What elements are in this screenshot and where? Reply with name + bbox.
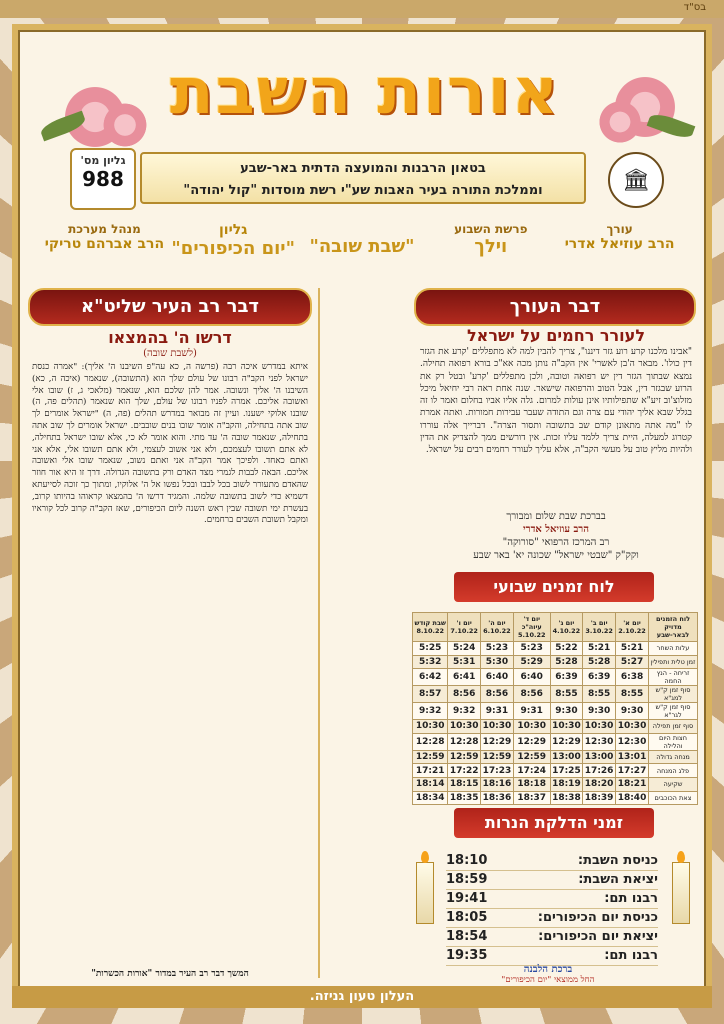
time-cell: 6:40 — [513, 669, 550, 686]
credit-value: "יום הכיפורים" — [171, 238, 295, 259]
time-cell: 9:30 — [616, 703, 649, 720]
flower-decoration — [596, 98, 644, 146]
time-cell: 12:59 — [413, 750, 448, 764]
candle-time-value: 18:54 — [446, 929, 488, 944]
masthead-title: אורות השבת — [169, 55, 561, 129]
row-label: פלג המנחה — [649, 764, 698, 778]
candle-time-value: 18:10 — [446, 853, 488, 868]
banner-line-2: וממלכת התורה בעיר האבות שע"י רשת מוסדות "קול יהודה" — [183, 183, 543, 198]
time-cell: 6:41 — [448, 669, 481, 686]
time-cell: 18:14 — [413, 777, 448, 791]
time-cell: 5:23 — [480, 642, 513, 656]
time-cell: 13:00 — [583, 750, 616, 764]
time-cell: 12:29 — [513, 733, 550, 750]
candle-icon — [416, 862, 434, 924]
building-emblem-icon: 🏛 — [608, 152, 664, 208]
time-cell: 10:30 — [616, 720, 649, 734]
time-cell: 17:26 — [583, 764, 616, 778]
signoff-name: הרב עוזיאל אדרי — [523, 524, 589, 535]
time-cell: 17:25 — [552, 765, 581, 776]
time-cell: 10:30 — [449, 721, 479, 732]
weekly-times-table — [412, 612, 698, 805]
column-header: יום ב' 3.10.22 — [583, 613, 616, 642]
candle-time-row — [446, 871, 658, 890]
time-cell: 9:32 — [413, 703, 448, 720]
time-cell: 5:32 — [413, 655, 448, 669]
issue-box — [70, 148, 136, 210]
editor-signature — [420, 510, 692, 562]
time-cell: 17:27 — [616, 764, 649, 778]
time-cell: 10:30 — [552, 721, 581, 732]
candle-time-label: יציאת השבת: — [578, 872, 658, 887]
time-cell: 12:59 — [480, 750, 513, 764]
time-cell: 8:56 — [480, 686, 513, 703]
time-cell: 10:30 — [413, 720, 448, 734]
time-cell: 12:28 — [448, 733, 481, 750]
time-cell: 5:28 — [583, 655, 616, 669]
time-cell: 9:31 — [480, 703, 513, 720]
credit-value: "שבת שובה" — [309, 236, 415, 257]
time-cell: 12:29 — [550, 733, 583, 750]
time-cell: 12:28 — [413, 733, 448, 750]
column-header: יום א' 2.10.22 — [616, 613, 649, 642]
time-cell: 5:30 — [480, 655, 513, 669]
time-cell: 5:21 — [583, 642, 616, 656]
time-cell: 5:29 — [513, 655, 550, 669]
table-row — [413, 669, 698, 686]
candle-icon — [672, 862, 690, 924]
time-cell: 18:21 — [616, 777, 649, 791]
time-cell: 8:56 — [513, 686, 550, 703]
time-cell: 17:22 — [449, 765, 479, 776]
row-label: סוף זמן ק"ש לגר"א — [649, 703, 698, 720]
rabbi-article-title: דרשו ה' בהמצאו — [108, 328, 232, 347]
credit-key: גליון — [218, 222, 248, 238]
row-label: מנחה גדולה — [649, 750, 698, 764]
table-row — [413, 655, 698, 669]
table-row — [413, 777, 698, 791]
table-row — [413, 764, 698, 778]
signoff-greeting: בברכת שבת שלום ומבורך — [506, 511, 606, 522]
candle-time-value: 18:05 — [446, 910, 488, 925]
time-cell: 12:29 — [480, 733, 513, 750]
time-cell: 13:01 — [616, 750, 649, 764]
column-divider — [318, 288, 320, 978]
credit-key: פרשת השבוע — [454, 222, 528, 236]
candle-time-label: רבנו תם: — [604, 948, 658, 963]
time-cell: 8:57 — [413, 686, 448, 703]
issue-number: 988 — [82, 167, 124, 191]
credit-key — [298, 222, 427, 236]
credit-editor — [555, 222, 684, 278]
time-cell: 6:39 — [550, 669, 583, 686]
time-cell: 6:38 — [616, 669, 649, 686]
time-cell: 5:24 — [448, 642, 481, 656]
time-cell: 18:35 — [449, 792, 479, 803]
editor-article-title: לעורר רחמים על ישראל — [467, 326, 645, 345]
time-cell: 18:16 — [480, 777, 513, 791]
column-header: יום ד' עיוה"כ 5.10.22 — [513, 613, 550, 642]
time-cell: 9:30 — [550, 703, 583, 720]
row-label: חצות היום והלילה — [649, 733, 698, 750]
credit-key: מנהל מערכת — [68, 222, 141, 236]
candle-time-label: רבנו תם: — [604, 891, 658, 906]
candle-time-row — [446, 890, 658, 909]
moon-heading: ברכת הלבנה — [523, 964, 573, 975]
time-cell: 18:40 — [616, 791, 649, 805]
table-row — [413, 720, 698, 734]
row-label: זריחה - הנץ החמה — [649, 669, 698, 686]
table-row — [413, 750, 698, 764]
table-row — [413, 703, 698, 720]
candle-time-row — [446, 909, 658, 928]
time-cell: 12:30 — [583, 733, 616, 750]
time-cell: 17:21 — [413, 764, 448, 778]
time-cell: 10:30 — [583, 720, 616, 734]
column-header: יום ג' 4.10.22 — [550, 613, 583, 642]
time-cell: 5:28 — [550, 655, 583, 669]
column-header: יום ה' 6.10.22 — [480, 613, 513, 642]
row-label: עלות השחר — [649, 642, 698, 656]
candle-time-label: כניסת יום הכיפורים: — [537, 910, 658, 925]
column-header: לוח הזמנים מדויק לבאר-שבע — [649, 613, 698, 642]
credit-parasha — [426, 222, 555, 278]
candle-times-list — [446, 852, 658, 966]
time-cell: 9:31 — [513, 703, 550, 720]
time-cell: 18:15 — [449, 779, 479, 790]
bsd-mark: בס"ד — [683, 2, 706, 13]
time-cell: 6:39 — [583, 669, 616, 686]
table-row — [413, 686, 698, 703]
time-cell: 12:59 — [513, 750, 550, 764]
time-cell: 9:30 — [583, 703, 616, 720]
time-cell: 18:20 — [583, 777, 616, 791]
time-cell: 18:37 — [513, 791, 550, 805]
table-row — [413, 791, 698, 805]
time-cell: 18:19 — [552, 779, 581, 790]
row-label: סוף זמן תפילה — [649, 720, 698, 734]
table-header-row — [413, 613, 698, 642]
time-cell: 8:56 — [448, 686, 481, 703]
table-row — [413, 642, 698, 656]
schedule-heading: לוח זמנים שבועי — [454, 572, 654, 602]
candle-time-value: 19:41 — [446, 891, 488, 906]
time-cell: 5:22 — [550, 642, 583, 656]
candle-time-label: כניסת השבת: — [577, 853, 658, 868]
editor-article-body: "אבינו מלכנו קרע רוע גזר דיננו", צריך להבין למה לא מתפללים 'קרע את הגזר דין כולו'. מבאר ה'בן לאשרי' אין הקב"ה נותן מכה אא"כ בורא רפואה תחילה. נמצא שבתוך הגזר דין יש רפואה וטובה, ולכן מתפללים 'קרע' ובטל רק את הרוע שבגזר דין, אבל הטוב והרפואה שישאר. שנה אחת ראה רבי יחיאל מיכל מזלוצ'וב זיע"א שתפילותיו אינן עולות למרום. גלה אליו אביו בחלום ואמר לו זה בגלל שבא אליך יהודי עם צרה וגם התודה שעבר עבירות חמורות. ואתה אמרת לו "מה אתה מתאונן קודם שב בתשובה ותסור הצרה". דברייך אלה עוררו קטרוג למעלה, היית צריך ללמד עליו זכות. אין דורשים ממך להצדיק את הדין ולהיות מליץ טוב על מעשי הקב"ה, אלא עליך לעורר רחמים רבים על ישראל. — [420, 347, 692, 456]
credit-value: הרב אברהם טריקי — [44, 236, 165, 252]
row-label: זמן טלית ותפילין — [649, 655, 698, 669]
table-row — [413, 733, 698, 750]
table-body — [413, 642, 698, 805]
time-cell: 18:34 — [413, 791, 448, 805]
time-cell: 18:18 — [513, 777, 550, 791]
time-cell: 8:55 — [583, 686, 616, 703]
time-cell: 8:55 — [550, 686, 583, 703]
time-cell: 18:39 — [583, 791, 616, 805]
candle-time-value: 19:35 — [446, 948, 488, 963]
editor-column-heading: דבר העורך — [414, 288, 696, 326]
time-cell: 17:24 — [513, 764, 550, 778]
candle-time-row — [446, 852, 658, 871]
rabbi-column-heading: דבר רב העיר שליט"א — [28, 288, 312, 326]
publisher-banner — [140, 152, 586, 204]
time-cell: 9:32 — [448, 703, 481, 720]
candle-times-heading: זמני הדלקת הנרות — [454, 808, 654, 838]
credit-shabbat — [298, 222, 427, 278]
candle-time-label: יציאת יום הכיפורים: — [538, 929, 658, 944]
credit-value: וילך — [474, 236, 508, 257]
signoff-line-3: וקק"ק "שבטי ישראל" שכונה יא' באר שבע — [473, 550, 639, 561]
signoff-line-2: רב המרכז הרפואי "סורוקה" — [502, 537, 610, 548]
time-cell: 5:23 — [513, 642, 550, 656]
time-cell: 17:23 — [480, 764, 513, 778]
time-cell: 10:30 — [513, 720, 550, 734]
time-cell: 18:38 — [552, 792, 581, 803]
time-cell: 5:31 — [448, 655, 481, 669]
top-bar — [0, 0, 724, 18]
credit-value: הרב עוזיאל אדרי — [564, 236, 675, 252]
banner-line-1: בטאון הרבנות והמועצה הדתית באר-שבע — [240, 161, 486, 176]
row-label: צאת הכוכבים — [649, 791, 698, 805]
row-label: שקיעה — [649, 777, 698, 791]
time-cell: 5:27 — [616, 655, 649, 669]
time-cell: 5:21 — [616, 642, 649, 656]
column-header: יום ו' 7.10.22 — [448, 613, 481, 642]
footer-note: העלון טעון גניזה. — [12, 986, 712, 1008]
time-cell: 6:42 — [413, 669, 448, 686]
time-cell: 8:55 — [616, 686, 649, 703]
time-cell: 12:59 — [449, 752, 479, 763]
time-cell: 13:00 — [552, 752, 581, 763]
time-cell: 12:30 — [616, 733, 649, 750]
candle-time-value: 18:59 — [446, 872, 488, 887]
time-cell: 5:25 — [413, 642, 448, 656]
rabbi-article-subtitle: (לשבת שובה) — [143, 348, 197, 359]
credits-row — [40, 222, 684, 278]
credit-issue — [169, 222, 298, 278]
candle-time-row — [446, 928, 658, 947]
time-cell: 10:30 — [480, 720, 513, 734]
continuation-note: המשך דבר רב העיר במדור "אורות הכשרות" — [91, 969, 249, 979]
time-cell: 6:40 — [480, 669, 513, 686]
issue-label: גליון מס' — [80, 154, 126, 167]
moon-line-1: החל ממוצאי "יום הכיפורים" — [501, 975, 595, 985]
credit-manager — [40, 222, 169, 278]
time-cell: 18:36 — [480, 791, 513, 805]
credit-key: עורך — [606, 222, 633, 236]
row-label: סוף זמן ק"ש למג"א — [649, 686, 698, 703]
column-header: שבת קודש 8.10.22 — [413, 613, 448, 642]
rabbi-article-body: איתא במדרש איכה רבה (פרשה ה, כא עה"פ השיבנו ה' אליך): "אמרה כנסת ישראל לפני הקב"ה רבונו של עולם שלך הוא (התשובה), שנאמר (איכה ה, כא) השיבנו ה' אליך ונשובה. אמר להן שלכם הוא, שנאמר (מלאכי ג, ז) שובו אלי ואשובה אליכם. אמרה לפניו רבונו של עולם, שלך הוא שנאמר (תהלים פה, ה) שובנו אלוקי ישענו. ועיין זה מבואר במדרש תהלים (פה, ה) "ישראל אומרים לך שוב אתה בתחילה, והקב"ה אומר שובו בנים שובבים. ישראל אומרים לך שוב אתה בתחילה, שנאמר שובה ה' עד מתי. והוא אומר לא כי, אלא שובו ישראל בתחילה, לא אתם תשובו לעצמכם, ולא אני אשוב לעצמי, ולא אתם תשובו אלי, אלא אני ואתם כאחד. ולפיכך אמר הקב"ה אני ואתם נשוב, שנאמר שובו אלי ואשובה אליכם. הבאה לבבות לגמרי מצד האדם ורק בתשובה הגדולה. דרך זו היא אור חוזר שהאדם מתעורר לשוב בכל לבבו ובכל נפשו אל ה' אלוקיו, ומתוך כך זוכה לסייעתא דשמיא כדי לשוב בתשובה שלמה. והמגיד דרשו ה' בהמצאו קראוהו בהיותו קרוב, בעשרת ימי תשובה שבין ראש השנה ליום הכיפורים, שאז הקב"ה קרוב לכל קוראיו ומקבל תשובת השבים ברחמים. — [32, 362, 308, 526]
